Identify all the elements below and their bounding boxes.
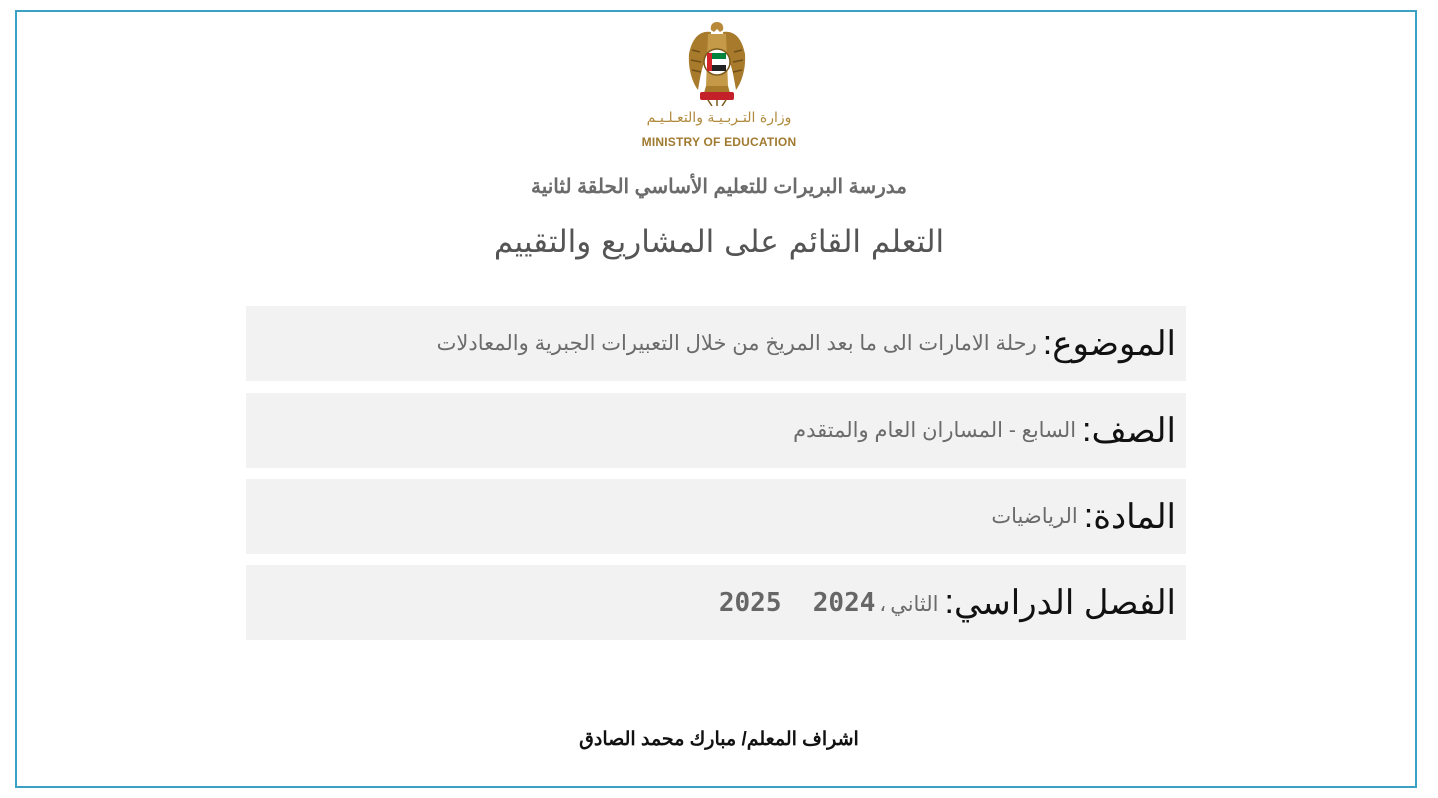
- subject-colon: :: [1083, 497, 1094, 535]
- term-colon: :: [944, 583, 954, 621]
- subject-label: المادة: [1093, 497, 1176, 536]
- row-subject: [246, 479, 1186, 554]
- topic-colon: :: [1042, 324, 1053, 362]
- school-name: مدرسة البريرات للتعليم الأساسي الحلقة لثانية: [530, 176, 907, 198]
- grade-colon: :: [1082, 411, 1092, 449]
- topic-value: رحلة الامارات الى ما بعد المريخ من خلال التعبيرات الجبرية والمعادلات: [436, 332, 1037, 355]
- topic-label: الموضوع: [1052, 324, 1176, 363]
- term-label: الفصل الدراسي: [953, 583, 1176, 622]
- row-term: [246, 565, 1186, 640]
- page-title: التعلم القائم على المشاريع والتقييم: [493, 224, 945, 260]
- term-separator: ،: [879, 592, 887, 616]
- ministry-name-english: MINISTRY OF EDUCATION: [641, 135, 797, 149]
- subject-value: الرياضيات: [991, 505, 1078, 528]
- grade-label: الصف: [1091, 411, 1176, 450]
- term-years: 2025 2024: [718, 587, 876, 618]
- term-value: [719, 588, 939, 618]
- teacher-supervision: اشراف المعلم/ مبارك محمد الصادق: [579, 729, 859, 750]
- grade-value: السابع - المساران العام والمتقدم: [793, 419, 1077, 442]
- row-topic: [246, 306, 1186, 381]
- ministry-name-arabic: وزارة التـربـيـة والتعـلـيـم: [646, 110, 792, 126]
- term-name: الثاني: [890, 592, 939, 616]
- row-grade: [246, 393, 1186, 468]
- uae-falcon-emblem-icon: [686, 20, 748, 106]
